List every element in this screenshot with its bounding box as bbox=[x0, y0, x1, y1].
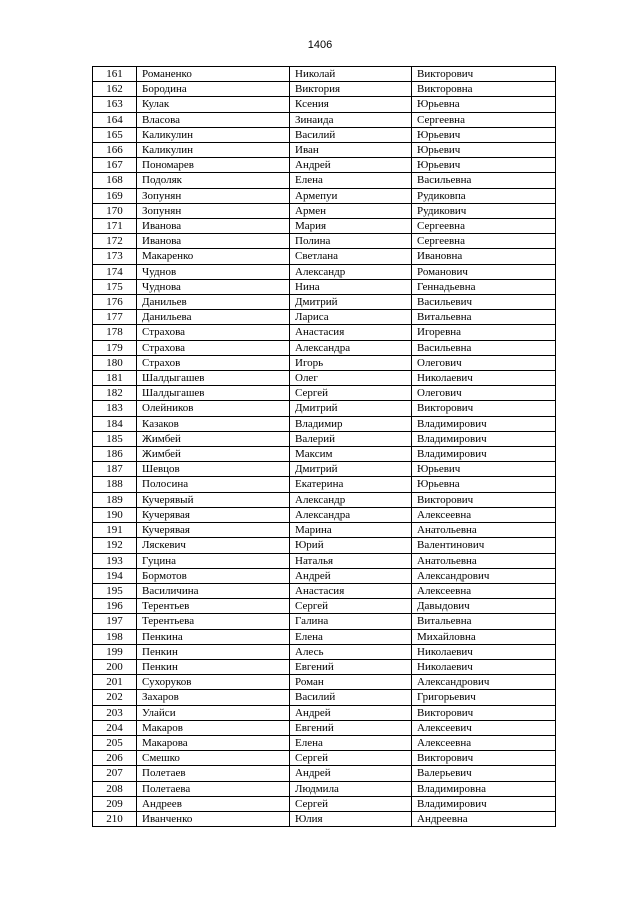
row-number-cell: 202 bbox=[93, 690, 137, 705]
last-name-cell: Чуднова bbox=[137, 279, 290, 294]
patronymic-cell: Геннадьевна bbox=[412, 279, 556, 294]
row-number-cell: 172 bbox=[93, 234, 137, 249]
table-row bbox=[93, 659, 556, 674]
row-number-cell: 185 bbox=[93, 431, 137, 446]
last-name-cell: Шевцов bbox=[137, 462, 290, 477]
table-row bbox=[93, 553, 556, 568]
row-number-cell: 192 bbox=[93, 538, 137, 553]
first-name-cell: Николай bbox=[290, 67, 412, 82]
row-number-cell: 190 bbox=[93, 507, 137, 522]
first-name-cell: Дмитрий bbox=[290, 401, 412, 416]
last-name-cell: Каликулин bbox=[137, 143, 290, 158]
first-name-cell: Армепуи bbox=[290, 188, 412, 203]
table-row bbox=[93, 492, 556, 507]
last-name-cell: Макаренко bbox=[137, 249, 290, 264]
first-name-cell: Роман bbox=[290, 675, 412, 690]
last-name-cell: Страхов bbox=[137, 355, 290, 370]
row-number-cell: 193 bbox=[93, 553, 137, 568]
first-name-cell: Армен bbox=[290, 203, 412, 218]
table-row bbox=[93, 629, 556, 644]
last-name-cell: Сухоруков bbox=[137, 675, 290, 690]
table-row bbox=[93, 705, 556, 720]
table-row bbox=[93, 431, 556, 446]
row-number-cell: 174 bbox=[93, 264, 137, 279]
row-number-cell: 176 bbox=[93, 295, 137, 310]
last-name-cell: Пенкин bbox=[137, 644, 290, 659]
patronymic-cell: Анатольевна bbox=[412, 523, 556, 538]
patronymic-cell: Валентинович bbox=[412, 538, 556, 553]
first-name-cell: Андрей bbox=[290, 766, 412, 781]
first-name-cell: Юлия bbox=[290, 811, 412, 826]
last-name-cell: Улайси bbox=[137, 705, 290, 720]
last-name-cell: Иванова bbox=[137, 219, 290, 234]
patronymic-cell: Юрьевич bbox=[412, 158, 556, 173]
last-name-cell: Макарова bbox=[137, 735, 290, 750]
row-number-cell: 194 bbox=[93, 568, 137, 583]
last-name-cell: Кучерявая bbox=[137, 523, 290, 538]
patronymic-cell: Витальевна bbox=[412, 310, 556, 325]
patronymic-cell: Алексеевич bbox=[412, 720, 556, 735]
table-row bbox=[93, 568, 556, 583]
row-number-cell: 198 bbox=[93, 629, 137, 644]
row-number-cell: 164 bbox=[93, 112, 137, 127]
table-row bbox=[93, 203, 556, 218]
first-name-cell: Максим bbox=[290, 447, 412, 462]
row-number-cell: 165 bbox=[93, 127, 137, 142]
table-row bbox=[93, 766, 556, 781]
table-row bbox=[93, 264, 556, 279]
patronymic-cell: Александрович bbox=[412, 675, 556, 690]
patronymic-cell: Васильевич bbox=[412, 295, 556, 310]
patronymic-cell: Андреевна bbox=[412, 811, 556, 826]
row-number-cell: 196 bbox=[93, 599, 137, 614]
last-name-cell: Смешко bbox=[137, 751, 290, 766]
table-row bbox=[93, 279, 556, 294]
first-name-cell: Анастасия bbox=[290, 583, 412, 598]
first-name-cell: Олег bbox=[290, 371, 412, 386]
last-name-cell: Шалдыгашев bbox=[137, 371, 290, 386]
table-row bbox=[93, 340, 556, 355]
last-name-cell: Полосина bbox=[137, 477, 290, 492]
page-number: 1406 bbox=[307, 39, 333, 51]
patronymic-cell: Владимирович bbox=[412, 431, 556, 446]
patronymic-cell: Александрович bbox=[412, 568, 556, 583]
row-number-cell: 179 bbox=[93, 340, 137, 355]
row-number-cell: 209 bbox=[93, 796, 137, 811]
first-name-cell: Сергей bbox=[290, 386, 412, 401]
first-name-cell: Сергей bbox=[290, 796, 412, 811]
table-row bbox=[93, 796, 556, 811]
table-row bbox=[93, 158, 556, 173]
table-row bbox=[93, 386, 556, 401]
first-name-cell: Елена bbox=[290, 735, 412, 750]
table-row bbox=[93, 599, 556, 614]
patronymic-cell: Сергеевна bbox=[412, 234, 556, 249]
first-name-cell: Дмитрий bbox=[290, 462, 412, 477]
last-name-cell: Данильева bbox=[137, 310, 290, 325]
last-name-cell: Олейников bbox=[137, 401, 290, 416]
patronymic-cell: Сергеевна bbox=[412, 219, 556, 234]
last-name-cell: Бородина bbox=[137, 82, 290, 97]
table-row bbox=[93, 416, 556, 431]
last-name-cell: Шалдыгашев bbox=[137, 386, 290, 401]
row-number-cell: 186 bbox=[93, 447, 137, 462]
first-name-cell: Сергей bbox=[290, 599, 412, 614]
row-number-cell: 204 bbox=[93, 720, 137, 735]
row-number-cell: 189 bbox=[93, 492, 137, 507]
patronymic-cell: Викторович bbox=[412, 705, 556, 720]
table-row bbox=[93, 127, 556, 142]
row-number-cell: 207 bbox=[93, 766, 137, 781]
last-name-cell: Василичина bbox=[137, 583, 290, 598]
row-number-cell: 210 bbox=[93, 811, 137, 826]
table-row bbox=[93, 690, 556, 705]
first-name-cell: Владимир bbox=[290, 416, 412, 431]
first-name-cell: Ксения bbox=[290, 97, 412, 112]
row-number-cell: 205 bbox=[93, 735, 137, 750]
first-name-cell: Наталья bbox=[290, 553, 412, 568]
table-row bbox=[93, 143, 556, 158]
table-row bbox=[93, 781, 556, 796]
first-name-cell: Александра bbox=[290, 507, 412, 522]
last-name-cell: Гуцина bbox=[137, 553, 290, 568]
patronymic-cell: Алексеевна bbox=[412, 507, 556, 522]
row-number-cell: 177 bbox=[93, 310, 137, 325]
table-row bbox=[93, 477, 556, 492]
first-name-cell: Александр bbox=[290, 492, 412, 507]
row-number-cell: 197 bbox=[93, 614, 137, 629]
row-number-cell: 161 bbox=[93, 67, 137, 82]
table-row bbox=[93, 97, 556, 112]
table-row bbox=[93, 234, 556, 249]
first-name-cell: Василий bbox=[290, 690, 412, 705]
row-number-cell: 199 bbox=[93, 644, 137, 659]
patronymic-cell: Викторовна bbox=[412, 82, 556, 97]
last-name-cell: Романенко bbox=[137, 67, 290, 82]
patronymic-cell: Алексеевна bbox=[412, 583, 556, 598]
names-table-body bbox=[93, 67, 556, 827]
patronymic-cell: Викторович bbox=[412, 751, 556, 766]
first-name-cell: Александра bbox=[290, 340, 412, 355]
row-number-cell: 182 bbox=[93, 386, 137, 401]
row-number-cell: 163 bbox=[93, 97, 137, 112]
last-name-cell: Данильев bbox=[137, 295, 290, 310]
last-name-cell: Страхова bbox=[137, 325, 290, 340]
patronymic-cell: Олегович bbox=[412, 386, 556, 401]
row-number-cell: 206 bbox=[93, 751, 137, 766]
row-number-cell: 169 bbox=[93, 188, 137, 203]
last-name-cell: Ляскевич bbox=[137, 538, 290, 553]
first-name-cell: Александр bbox=[290, 264, 412, 279]
row-number-cell: 166 bbox=[93, 143, 137, 158]
patronymic-cell: Юрьевич bbox=[412, 462, 556, 477]
row-number-cell: 170 bbox=[93, 203, 137, 218]
table-row bbox=[93, 295, 556, 310]
first-name-cell: Нина bbox=[290, 279, 412, 294]
first-name-cell: Андрей bbox=[290, 158, 412, 173]
patronymic-cell: Валерьевич bbox=[412, 766, 556, 781]
patronymic-cell: Владимирович bbox=[412, 447, 556, 462]
last-name-cell: Пенкина bbox=[137, 629, 290, 644]
first-name-cell: Сергей bbox=[290, 751, 412, 766]
table-row bbox=[93, 67, 556, 82]
patronymic-cell: Владимирович bbox=[412, 796, 556, 811]
table-row bbox=[93, 811, 556, 826]
patronymic-cell: Рудикович bbox=[412, 203, 556, 218]
patronymic-cell: Владимировна bbox=[412, 781, 556, 796]
last-name-cell: Зопунян bbox=[137, 203, 290, 218]
table-row bbox=[93, 173, 556, 188]
patronymic-cell: Ивановна bbox=[412, 249, 556, 264]
row-number-cell: 181 bbox=[93, 371, 137, 386]
first-name-cell: Игорь bbox=[290, 355, 412, 370]
last-name-cell: Полетаев bbox=[137, 766, 290, 781]
table-row bbox=[93, 644, 556, 659]
row-number-cell: 200 bbox=[93, 659, 137, 674]
names-table bbox=[92, 66, 556, 827]
patronymic-cell: Юрьевна bbox=[412, 477, 556, 492]
last-name-cell: Бормотов bbox=[137, 568, 290, 583]
first-name-cell: Евгений bbox=[290, 720, 412, 735]
patronymic-cell: Юрьевич bbox=[412, 143, 556, 158]
row-number-cell: 191 bbox=[93, 523, 137, 538]
table-row bbox=[93, 188, 556, 203]
table-row bbox=[93, 401, 556, 416]
last-name-cell: Кулак bbox=[137, 97, 290, 112]
row-number-cell: 180 bbox=[93, 355, 137, 370]
first-name-cell: Валерий bbox=[290, 431, 412, 446]
row-number-cell: 183 bbox=[93, 401, 137, 416]
patronymic-cell: Михайловна bbox=[412, 629, 556, 644]
row-number-cell: 203 bbox=[93, 705, 137, 720]
first-name-cell: Виктория bbox=[290, 82, 412, 97]
last-name-cell: Кучерявый bbox=[137, 492, 290, 507]
first-name-cell: Екатерина bbox=[290, 477, 412, 492]
first-name-cell: Людмила bbox=[290, 781, 412, 796]
table-row bbox=[93, 538, 556, 553]
patronymic-cell: Романович bbox=[412, 264, 556, 279]
table-row bbox=[93, 720, 556, 735]
first-name-cell: Андрей bbox=[290, 705, 412, 720]
patronymic-cell: Давыдович bbox=[412, 599, 556, 614]
last-name-cell: Пенкин bbox=[137, 659, 290, 674]
table-row bbox=[93, 675, 556, 690]
last-name-cell: Чуднов bbox=[137, 264, 290, 279]
row-number-cell: 178 bbox=[93, 325, 137, 340]
patronymic-cell: Викторович bbox=[412, 67, 556, 82]
first-name-cell: Иван bbox=[290, 143, 412, 158]
patronymic-cell: Юрьевна bbox=[412, 97, 556, 112]
first-name-cell: Анастасия bbox=[290, 325, 412, 340]
row-number-cell: 184 bbox=[93, 416, 137, 431]
patronymic-cell: Рудиковпа bbox=[412, 188, 556, 203]
first-name-cell: Алесь bbox=[290, 644, 412, 659]
table-row bbox=[93, 325, 556, 340]
last-name-cell: Казаков bbox=[137, 416, 290, 431]
row-number-cell: 162 bbox=[93, 82, 137, 97]
row-number-cell: 175 bbox=[93, 279, 137, 294]
last-name-cell: Иванова bbox=[137, 234, 290, 249]
row-number-cell: 188 bbox=[93, 477, 137, 492]
patronymic-cell: Алексеевна bbox=[412, 735, 556, 750]
last-name-cell: Андреев bbox=[137, 796, 290, 811]
row-number-cell: 187 bbox=[93, 462, 137, 477]
first-name-cell: Лариса bbox=[290, 310, 412, 325]
last-name-cell: Подоляк bbox=[137, 173, 290, 188]
patronymic-cell: Викторович bbox=[412, 492, 556, 507]
patronymic-cell: Олегович bbox=[412, 355, 556, 370]
table-row bbox=[93, 112, 556, 127]
first-name-cell: Зинаида bbox=[290, 112, 412, 127]
patronymic-cell: Николаевич bbox=[412, 659, 556, 674]
last-name-cell: Иванченко bbox=[137, 811, 290, 826]
first-name-cell: Полина bbox=[290, 234, 412, 249]
first-name-cell: Елена bbox=[290, 173, 412, 188]
patronymic-cell: Витальевна bbox=[412, 614, 556, 629]
table-row bbox=[93, 507, 556, 522]
row-number-cell: 171 bbox=[93, 219, 137, 234]
patronymic-cell: Игоревна bbox=[412, 325, 556, 340]
last-name-cell: Макаров bbox=[137, 720, 290, 735]
row-number-cell: 208 bbox=[93, 781, 137, 796]
row-number-cell: 168 bbox=[93, 173, 137, 188]
patronymic-cell: Николаевич bbox=[412, 644, 556, 659]
row-number-cell: 195 bbox=[93, 583, 137, 598]
first-name-cell: Елена bbox=[290, 629, 412, 644]
last-name-cell: Терентьева bbox=[137, 614, 290, 629]
last-name-cell: Каликулин bbox=[137, 127, 290, 142]
last-name-cell: Захаров bbox=[137, 690, 290, 705]
last-name-cell: Страхова bbox=[137, 340, 290, 355]
first-name-cell: Дмитрий bbox=[290, 295, 412, 310]
table-row bbox=[93, 614, 556, 629]
table-row bbox=[93, 447, 556, 462]
table-row bbox=[93, 82, 556, 97]
table-row bbox=[93, 735, 556, 750]
patronymic-cell: Анатольевна bbox=[412, 553, 556, 568]
patronymic-cell: Юрьевич bbox=[412, 127, 556, 142]
table-row bbox=[93, 355, 556, 370]
first-name-cell: Марина bbox=[290, 523, 412, 538]
patronymic-cell: Васильевна bbox=[412, 340, 556, 355]
patronymic-cell: Григорьевич bbox=[412, 690, 556, 705]
row-number-cell: 201 bbox=[93, 675, 137, 690]
patronymic-cell: Викторович bbox=[412, 401, 556, 416]
last-name-cell: Зопунян bbox=[137, 188, 290, 203]
last-name-cell: Терентьев bbox=[137, 599, 290, 614]
last-name-cell: Власова bbox=[137, 112, 290, 127]
row-number-cell: 173 bbox=[93, 249, 137, 264]
table-row bbox=[93, 462, 556, 477]
patronymic-cell: Сергеевна bbox=[412, 112, 556, 127]
first-name-cell: Андрей bbox=[290, 568, 412, 583]
table-row bbox=[93, 371, 556, 386]
table-row bbox=[93, 310, 556, 325]
patronymic-cell: Владимирович bbox=[412, 416, 556, 431]
row-number-cell: 167 bbox=[93, 158, 137, 173]
first-name-cell: Галина bbox=[290, 614, 412, 629]
first-name-cell: Светлана bbox=[290, 249, 412, 264]
table-row bbox=[93, 751, 556, 766]
patronymic-cell: Васильевна bbox=[412, 173, 556, 188]
first-name-cell: Юрий bbox=[290, 538, 412, 553]
table-row bbox=[93, 583, 556, 598]
last-name-cell: Жимбей bbox=[137, 447, 290, 462]
last-name-cell: Кучерявая bbox=[137, 507, 290, 522]
table-row bbox=[93, 249, 556, 264]
table-row bbox=[93, 219, 556, 234]
first-name-cell: Василий bbox=[290, 127, 412, 142]
first-name-cell: Мария bbox=[290, 219, 412, 234]
last-name-cell: Пономарев bbox=[137, 158, 290, 173]
table-row bbox=[93, 523, 556, 538]
last-name-cell: Жимбей bbox=[137, 431, 290, 446]
patronymic-cell: Николаевич bbox=[412, 371, 556, 386]
first-name-cell: Евгений bbox=[290, 659, 412, 674]
last-name-cell: Полетаева bbox=[137, 781, 290, 796]
